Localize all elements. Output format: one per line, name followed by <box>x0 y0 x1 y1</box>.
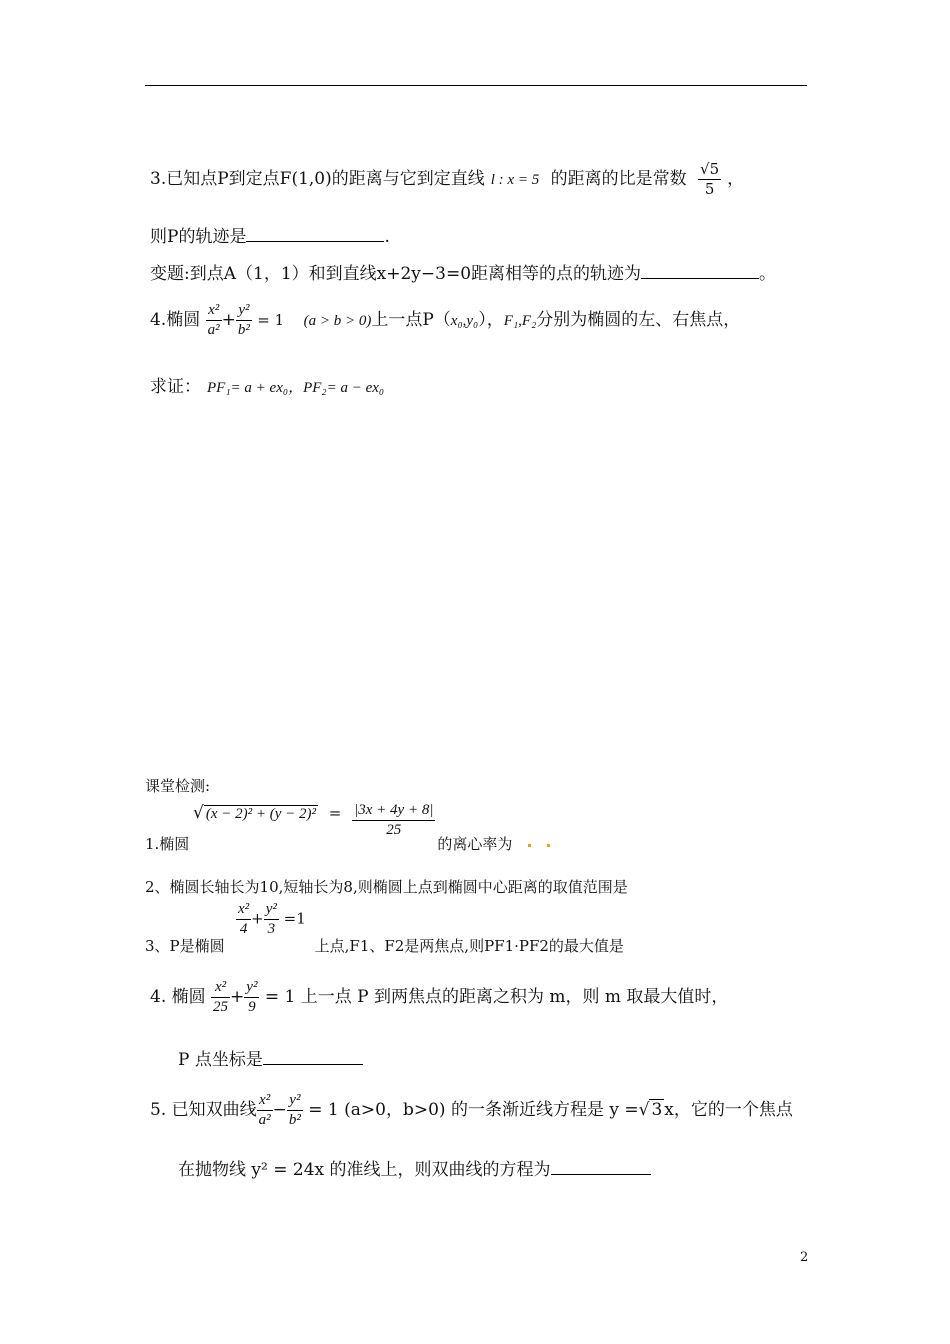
check-4-line2: P 点坐标是 <box>178 1045 363 1070</box>
check-heading: 课堂检测: <box>145 777 211 795</box>
check-5: 5. 已知双曲线 $\frac{\text{x²}}{\text{a²}}$ − $\frac{\text{y²}}{\text{b²}}$ = 1 (a>0，b>0) 的一条渐近线方程是 y =√ 3 x，它的一个焦点 <box>150 1092 793 1128</box>
q3-line-eq: l : x = 5 <box>490 172 540 188</box>
q3-line2: 则P的轨迹是 . <box>150 227 390 247</box>
page-number: 2 <box>800 1250 809 1265</box>
q4-proof-equation: PF₁= a + ex₀，PF₂= a − ex₀ <box>207 380 385 396</box>
c5-fraction-x: $\frac{\text{x²}}{\text{a²}}$ <box>258 1092 271 1128</box>
q4-fraction-x: $\frac{\text{x²}}{\text{a²}}$ <box>207 302 220 338</box>
c3-fraction-x: $\frac{\text{x²}}{4}$ <box>238 901 250 937</box>
check-5-line2: 在抛物线 y² = 24x 的准线上，则双曲线的方程为 <box>178 1155 651 1180</box>
check-4: 4. 椭圆 $\frac{\text{x²}}{25}$ + $\frac{\text{y²}}{9}$ = 1 上一点 P 到两焦点的距离之积为 m，则 m 取最大值时， <box>150 979 729 1015</box>
variant-text: 变题:到点A（1，1）和到直线x+2y−3=0距离相等的点的轨迹为 <box>150 264 642 284</box>
check-2: 2、椭圆长轴长为10,短轴长为8,则椭圆上点到椭圆中心距离的取值范围是 <box>145 878 628 896</box>
question-4: 4.椭圆 $\frac{\text{x²}}{\text{a²}}$ + $\frac{\text{y²}}{\text{b²}}$ = 1 (a > b > 0)上一点P（x₀,y₀），F₁,F₂分别为椭圆的左、右焦点， <box>150 302 741 338</box>
q3-end: ， <box>727 169 745 189</box>
variant-question: 变题:到点A（1，1）和到直线x+2y−3=0距离相等的点的轨迹为 。 <box>150 264 777 284</box>
variant-answer-blank[interactable] <box>641 278 759 279</box>
question-3 <box>150 162 744 197</box>
check-3: 3、P是椭圆 上点,F1、F2是两焦点,则PF1·PF2的最大值是 <box>145 937 624 955</box>
c5-answer-blank[interactable] <box>551 1174 651 1175</box>
q3-prefix: 3.已知点P到定点F(1,0)的距离与它到定直线 <box>150 169 485 189</box>
c1-fraction: $\frac{|3x + 4y + 8|}{25}$ <box>354 802 434 838</box>
c5-fraction-y: $\frac{\text{y²}}{\text{b²}}$ <box>288 1092 301 1128</box>
c3-fraction-y: $\frac{\text{y²}}{3}$ <box>265 901 277 937</box>
q3-line2-text: 则P的轨迹是 <box>150 227 247 247</box>
q3-constant-fraction: $\frac{√5}{5}$ <box>700 160 720 198</box>
q4-proof: 求证： PF₁= a + ex₀，PF₂= a − ex₀ <box>150 377 385 397</box>
check-1: 1.椭圆 的离心率为 <box>145 833 558 854</box>
q3-answer-blank[interactable] <box>246 241 384 242</box>
c4-fraction-x: $\frac{\text{x²}}{25}$ <box>213 979 229 1015</box>
q4-fraction-y: $\frac{\text{y²}}{\text{b²}}$ <box>237 302 250 338</box>
c4-fraction-y: $\frac{\text{y²}}{9}$ <box>246 979 258 1015</box>
header-rule <box>145 85 807 86</box>
q3-mid: 的距离的比是常数 <box>545 169 687 189</box>
c1-formula: √ (x − 2)² + (y − 2)² = $\frac{|3x + 4y + 8|}{25}$ <box>193 802 434 838</box>
c3-formula: $\frac{\text{x²}}{4}$ + $\frac{\text{y²}}{3}$ =1 <box>238 901 306 937</box>
c4-answer-blank[interactable] <box>263 1064 363 1065</box>
